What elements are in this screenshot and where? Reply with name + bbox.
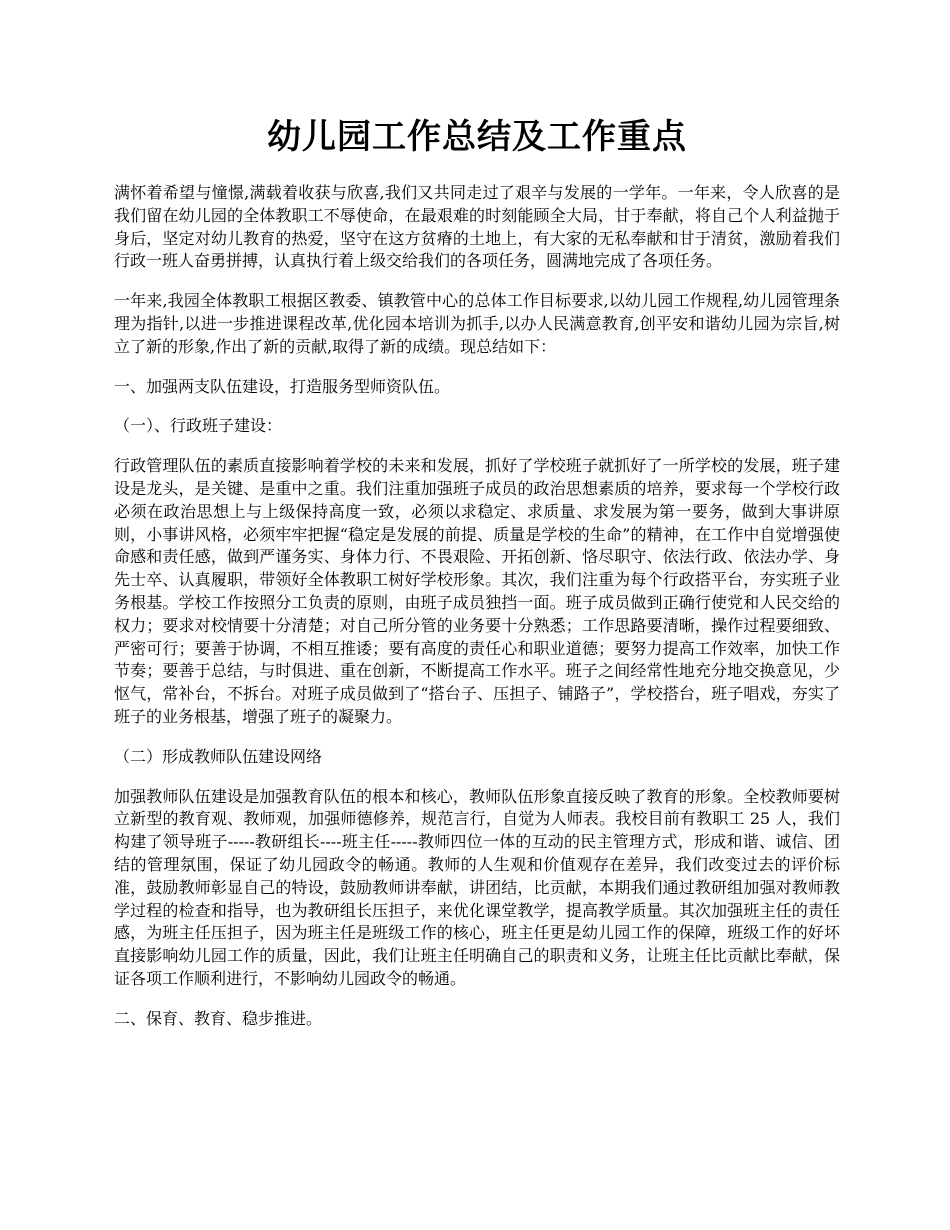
paragraph-teacher-team: 加强教师队伍建设是加强教育队伍的根本和核心，教师队伍形象直接反映了教育的形象。全校教师要树立新型的教育观、教师观，加强师德修养，规范言行，自觉为人师表。我校目前有教职工 25 人，我们构建了领导班子-----教研组长----班主任-----教师四位一体的互动的民主管理方式，形成和谐、诚信、团结的管理氛围，保证了幼儿园政令的畅通。教师的人生观和价值观存在差异，我们改变过去的评价标准，鼓励教师彰显自己的特设，鼓励教师讲奉献，讲团结，比贡献，本期我们通过教研组加强对教师教学过程的检查和指导，也为教研组长压担子，来优化课堂教学，提高教学质量。其次加强班主任的责任感，为班主任压担子，因为班主任是班级工作的核心，班主任更是幼儿园工作的保障，班级工作的好坏直接影响幼儿园工作的质量，因此，我们让班主任明确自己的职责和义务，让班主任比贡献比奉献，保证各项工作顺利进行，不影响幼儿园政令的畅通。 xyxy=(114,786,840,988)
document-page xyxy=(114,0,840,1031)
paragraph-overview: 一年来,我园全体教职工根据区教委、镇教管中心的总体工作目标要求,以幼儿园工作规程,幼儿园管理条理为指针,以进一步推进课程改革,优化园本培训为抓手,以办人民满意教育,创平安和谐幼儿园为宗旨,树立了新的形象,作出了新的贡献,取得了新的成绩。现总结如下： xyxy=(114,291,840,356)
section-heading-1: 一、加强两支队伍建设，打造服务型师资队伍。 xyxy=(114,376,451,396)
document-title: 幼儿园工作总结及工作重点 xyxy=(267,117,687,157)
paragraph-admin-team: 行政管理队伍的素质直接影响着学校的未来和发展，抓好了学校班子就抓好了一所学校的发展，班子建设是龙头，是关键、是重中之重。我们注重加强班子成员的政治思想素质的培养，要求每一个学校行政必须在政治思想上与上级保持高度一致，必须以求稳定、求质量、求发展为第一要务，做到大事讲原则，小事讲风格，必须牢牢把握“稳定是发展的前提、质量是学校的生命”的精神，在工作中自觉增强使命感和责任感，做到严谨务实、身体力行、不畏艰险、开拓创新、恪尽职守、依法行政、依法办学、身先士卒、认真履职，带领好全体教职工树好学校形象。其次，我们注重为每个行政搭平台，夯实班子业务根基。学校工作按照分工负责的原则，由班子成员独挡一面。班子成员做到正确行使党和人民交给的权力；要求对校情要十分清楚；对自己所分管的业务要十分熟悉；工作思路要清晰，操作过程要细致、严密可行；要善于协调，不相互推诿；要有高度的责任心和职业道德；要努力提高工作效率，加快工作节奏；要善于总结，与时俱进、重在创新，不断提高工作水平。班子之间经常性地充分地交换意见，少怄气，常补台，不拆台。对班子成员做到了“搭台子、压担子、铺路子”，学校搭台，班子唱戏，夯实了班子的业务根基，增强了班子的凝聚力。 xyxy=(114,456,840,726)
subsection-heading-2: （二）形成教师队伍建设网络 xyxy=(114,746,323,766)
paragraph-intro: 满怀着希望与憧憬,满载着收获与欣喜,我们又共同走过了艰辛与发展的一学年。一年来，令人欣喜的是我们留在幼儿园的全体教职工不辱使命，在最艰难的时刻能顾全大局，甘于奉献，将自己个人利益抛于身后，坚定对幼儿教育的热爱，坚守在这方贫瘠的土地上，有大家的无私奉献和甘于清贫，激励着我们行政一班人奋勇拼搏，认真执行着上级交给我们的各项任务，圆满地完成了各项任务。 xyxy=(114,183,840,271)
section-heading-2: 二、保育、教育、稳步推进。 xyxy=(114,1008,323,1028)
subsection-heading-1: （一）、行政班子建设： xyxy=(114,416,283,436)
